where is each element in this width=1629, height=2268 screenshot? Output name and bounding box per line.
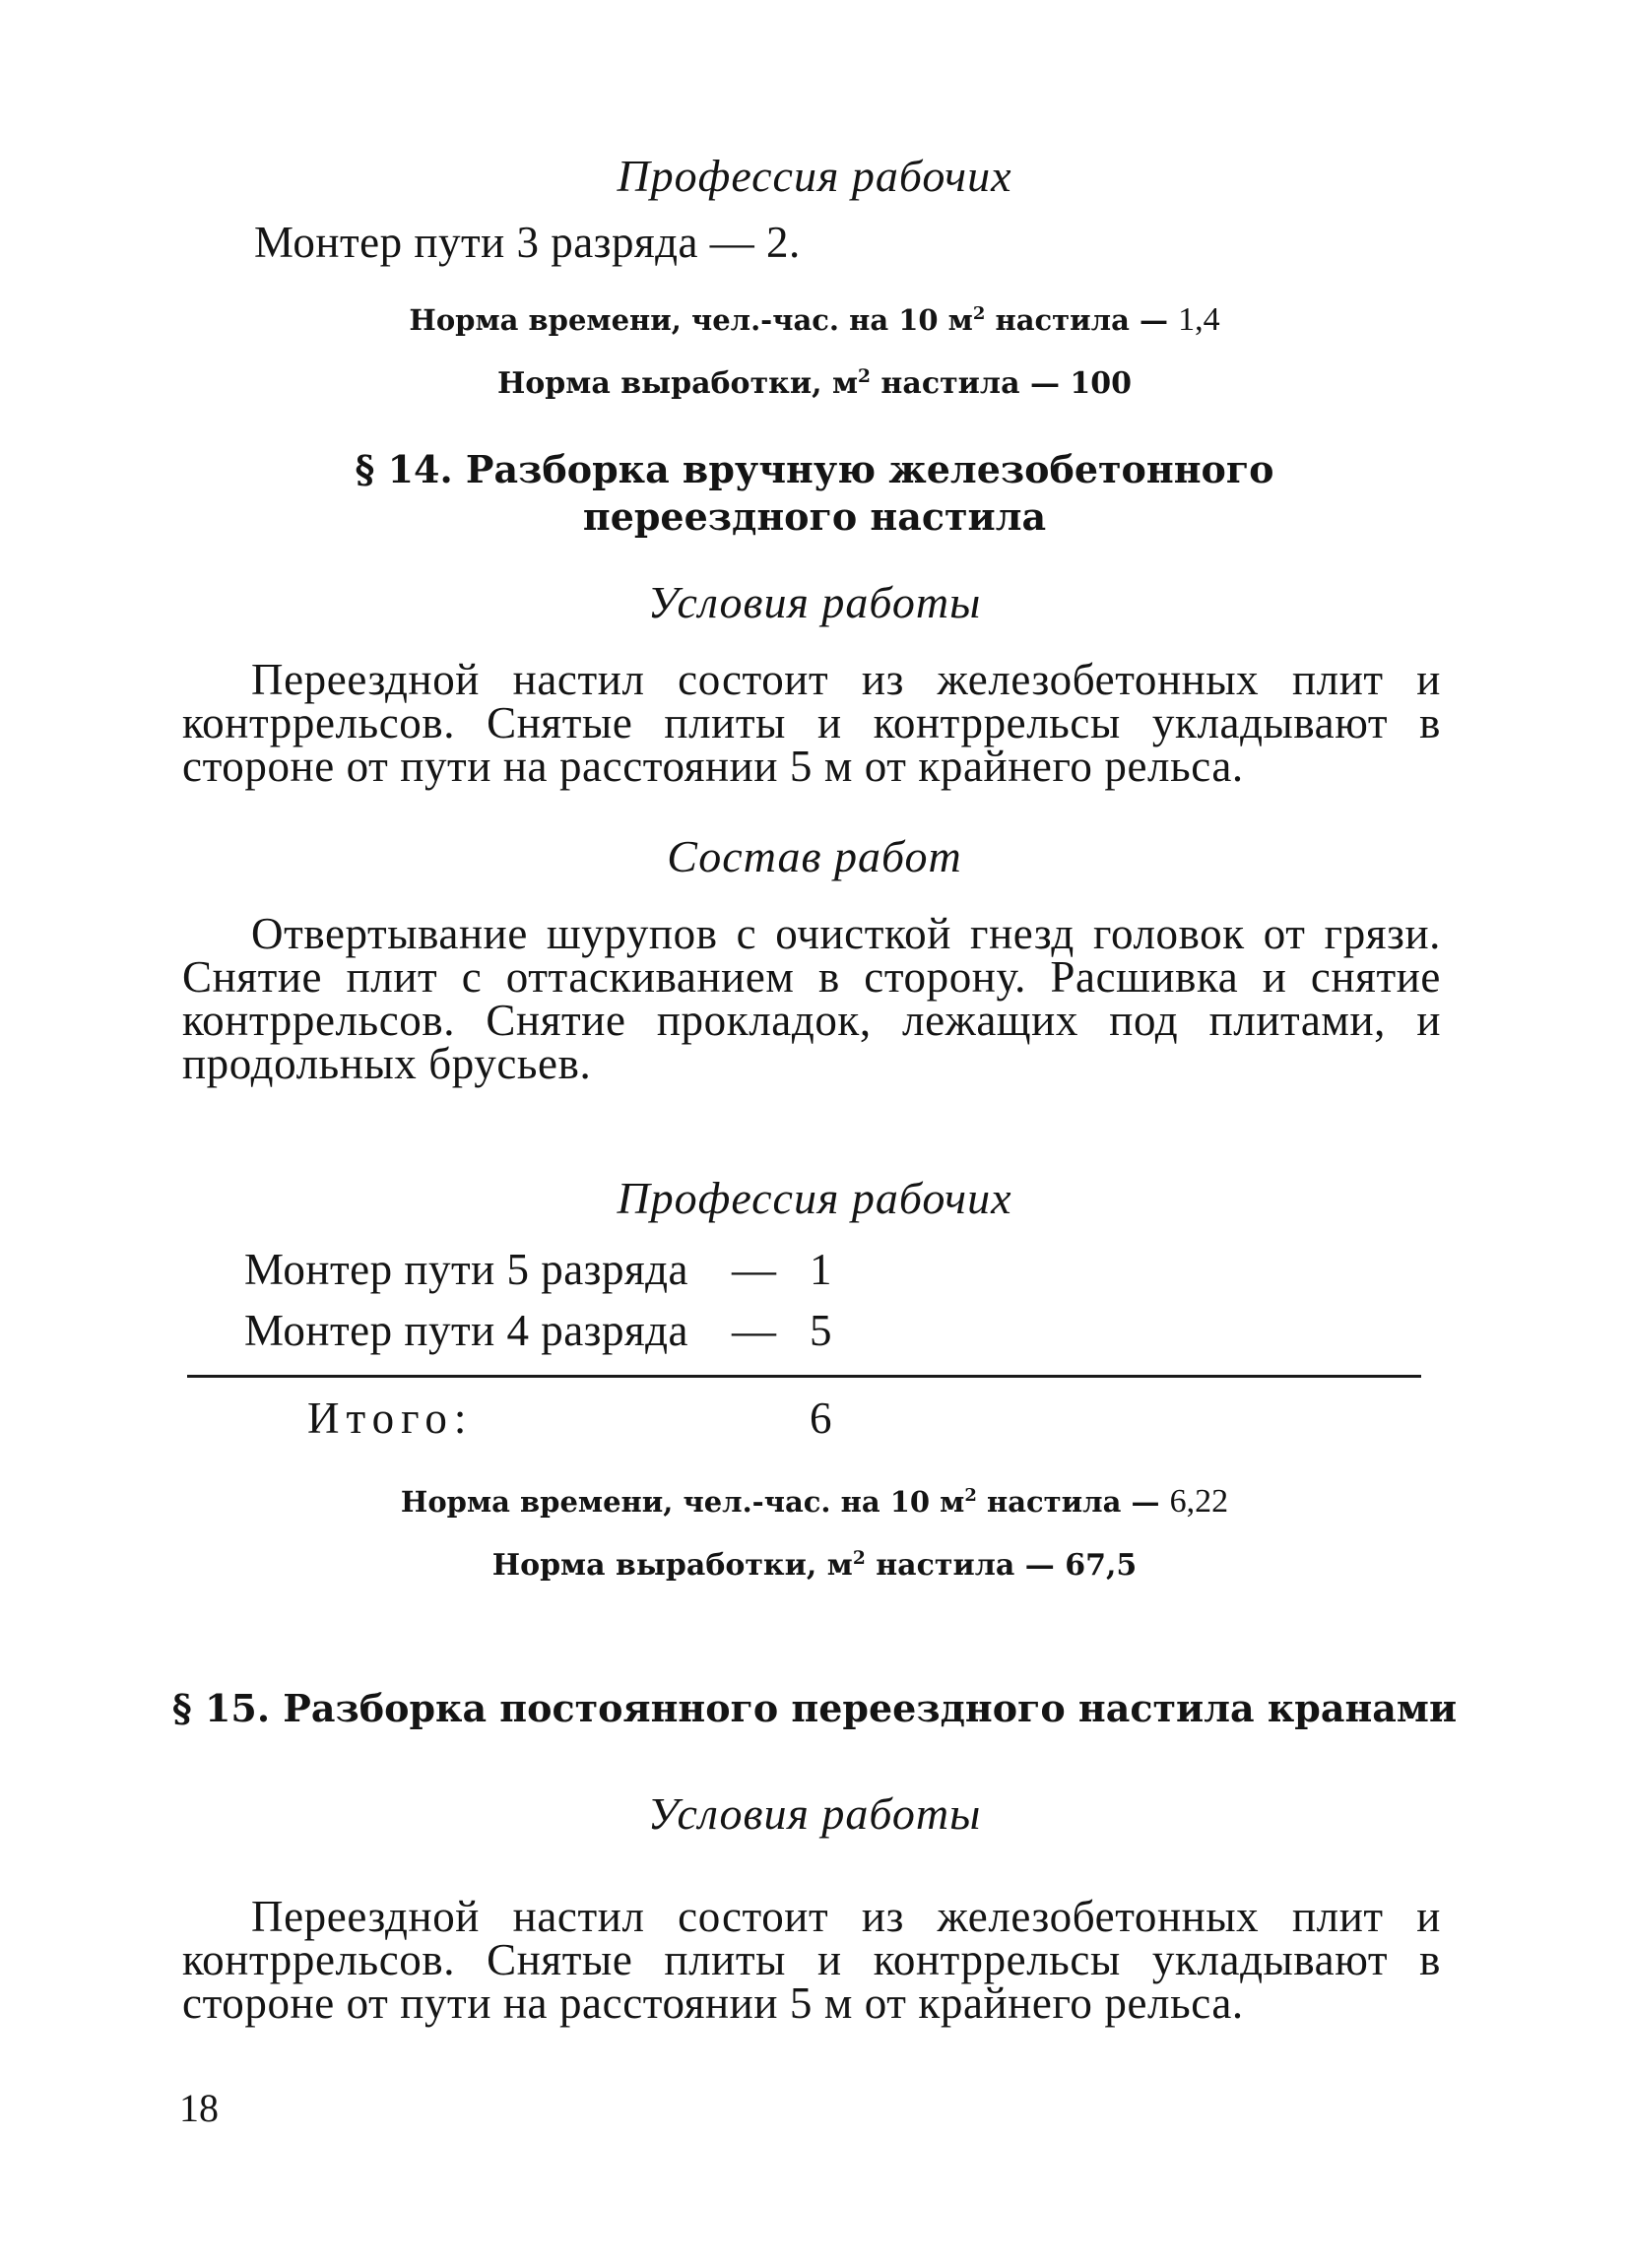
total-label: Итого: <box>307 1393 474 1443</box>
section14-conditions-title: Условия работы <box>647 577 982 627</box>
section14-time-norm-value: 6,22 <box>1169 1483 1229 1520</box>
section14-time-norm: Норма времени, чел.-час. на 10 $м^2$ настила — 6,22 <box>400 1483 1229 1520</box>
section14-title-line1: § 14. Разборка вручную железобетонного <box>355 447 1274 491</box>
section14-title-line2: переездного настила <box>582 494 1047 539</box>
section15-conditions-text: Переездной настил состоит из железобетонных плит и контррельсов. Снятые плиты и контррельсы укладывают в стороне от пути на расстоянии 5 м от крайнего рельса. <box>182 1892 1441 2028</box>
worker-dash: — <box>732 1306 776 1355</box>
worker-count: 5 <box>810 1306 832 1355</box>
section14-workers-title: Профессия рабочих <box>617 1173 1012 1223</box>
block1-worker-line: Монтер пути 3 разряда — 2. <box>254 218 801 267</box>
section15-conditions-title: Условия работы <box>647 1788 982 1839</box>
worker-label: Монтер пути 5 разряда <box>244 1245 689 1294</box>
section14-works-text: Отвертывание шурупов с очисткой гнезд головок от грязи. Снятие плит с оттаскиванием в сторону. Расшивка и снятие контррельсов. Снятие прокладок, лежащих под плитами, и продольных брусьев. <box>182 909 1441 1088</box>
section14-output-norm-value: 67,5 <box>1065 1548 1138 1583</box>
block1-time-norm-value: 1,4 <box>1178 301 1220 338</box>
total-value: 6 <box>810 1393 832 1443</box>
worker-dash: — <box>732 1245 776 1294</box>
block1-time-norm: Норма времени, чел.-час. на 10 $м^2$ настила — 1,4 <box>409 301 1220 338</box>
block1-output-norm-value: 100 <box>1070 366 1133 401</box>
section14-works-title: Состав работ <box>667 831 962 881</box>
section14-conditions-text: Переездной настил состоит из железобетонных плит и контррельсов. Снятые плиты и контррельсы укладывают в стороне от пути на расстоянии 5 м от крайнего рельса. <box>182 655 1441 791</box>
total-divider <box>187 1375 1421 1378</box>
section14-output-norm: Норма выработки, $м^2$ настила — 67,5 <box>491 1547 1138 1583</box>
block1-output-norm: Норма выработки, $м^2$ настила — 100 <box>496 365 1133 401</box>
page-number: 18 <box>179 2086 219 2130</box>
worker-label: Монтер пути 4 разряда <box>244 1306 689 1355</box>
section15-title: § 15. Разборка постоянного переездного настила кранами <box>171 1686 1458 1730</box>
worker-count: 1 <box>810 1245 832 1294</box>
block1-subtitle: Профессия рабочих <box>617 151 1012 201</box>
